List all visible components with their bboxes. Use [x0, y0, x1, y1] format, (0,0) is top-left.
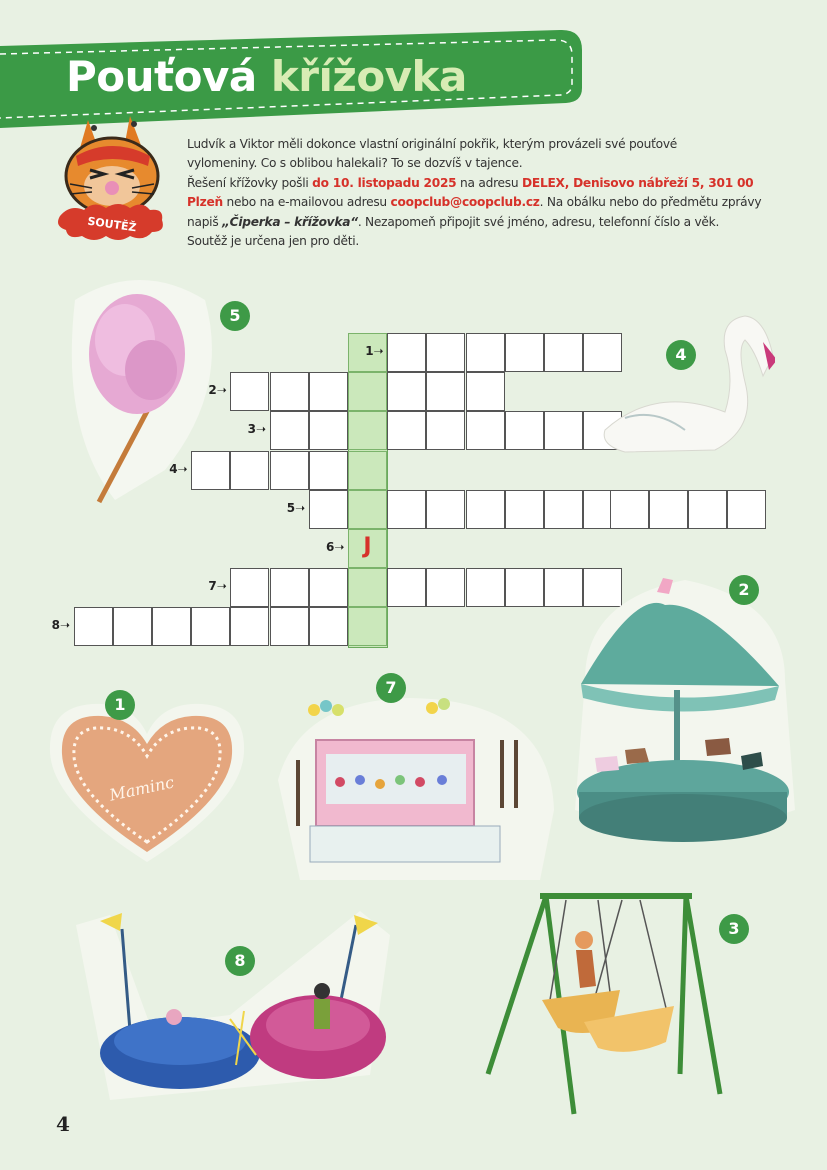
crossword-cell[interactable] [230, 451, 269, 490]
heart-inscription: Maminc [107, 772, 176, 805]
picture-number-badge: 7 [376, 673, 406, 703]
clue-number: 7➝ [208, 579, 227, 594]
crossword-cell[interactable] [505, 568, 544, 607]
crossword-cell[interactable] [191, 607, 230, 646]
crossword-cell[interactable] [466, 333, 505, 372]
crossword-cell[interactable] [309, 490, 348, 529]
clue-number: 5➝ [286, 500, 306, 515]
secret-cell[interactable] [348, 451, 387, 490]
crossword-cell[interactable] [387, 333, 426, 372]
picture-number-badge: 3 [719, 914, 749, 944]
crossword-cell[interactable] [387, 372, 426, 411]
crossword-cell[interactable] [466, 568, 505, 607]
clue-number: 6➝ [326, 540, 345, 554]
clue-number: 3➝ [247, 422, 266, 437]
secret-cell[interactable] [348, 411, 387, 450]
picture-number-badge: 4 [666, 340, 696, 370]
postal-address: DELEX, Denisovo nábřeží 5, 301 00 [522, 175, 754, 190]
crossword-cell[interactable] [309, 568, 348, 607]
picture-number-badge: 2 [729, 575, 759, 605]
crossword-cell[interactable] [466, 411, 505, 450]
crossword-cell[interactable] [270, 411, 309, 450]
crossword-cell[interactable] [426, 372, 465, 411]
crossword-cell[interactable] [544, 490, 583, 529]
secret-cell[interactable] [348, 568, 387, 607]
crossword-cell[interactable] [505, 411, 544, 450]
carousel-picture [565, 560, 805, 845]
shooting-gallery-picture [270, 690, 560, 885]
gingerbread-heart-picture [42, 682, 252, 867]
swan-picture [595, 300, 775, 460]
clue-number: 2➝ [208, 383, 227, 398]
secret-cell[interactable] [348, 372, 387, 411]
crossword-cell[interactable] [309, 411, 348, 450]
picture-number-badge: 8 [225, 946, 255, 976]
crossword-cell[interactable] [270, 568, 309, 607]
crossword-cell[interactable] [610, 490, 649, 529]
crossword-cell[interactable] [230, 372, 269, 411]
crossword-cell[interactable] [309, 607, 348, 646]
crossword-cell[interactable] [426, 333, 465, 372]
subject-line: „Čiperka – křížovka“ [222, 214, 358, 229]
clue-number: 1➝ [365, 344, 384, 358]
crossword-cell[interactable] [74, 607, 113, 646]
crossword-cell[interactable] [230, 568, 269, 607]
crossword-cell[interactable] [113, 607, 152, 646]
crossword-cell[interactable] [387, 411, 426, 450]
crossword-cell[interactable] [466, 372, 505, 411]
picture-number-badge: 5 [220, 301, 250, 331]
crossword-cell[interactable] [426, 411, 465, 450]
crossword-cell[interactable] [505, 333, 544, 372]
swing-picture [480, 888, 730, 1120]
intro-text: Ludvík a Viktor měli dokonce vlastní originální pokřik, kterým provázeli své pouťové vylomeniny. Co s oblibou halekali? To se dozvíš v tajence. Řešení křížovky pošli do 10. listopadu 2025 na adresu DELEX, Denisovo nábřeží 5, 301 00 Plzeň nebo na e-mailovou adresu coopclub@coopclub.cz. Na obálku nebo do předmětu zprávy napiš „Čiperka – křížovka“. Nezapomeň připojit své jméno, adresu, telefonní číslo a věk. Soutěž je určena jen pro děti. [187, 137, 762, 249]
contest-badge-label: SOUTĚŽ [86, 214, 138, 235]
crossword-cell[interactable] [387, 490, 426, 529]
cotton-candy-picture [55, 270, 225, 520]
crossword-cell[interactable] [426, 568, 465, 607]
page-title: Pouťová křížovka [66, 52, 467, 101]
crossword-cell[interactable] [505, 490, 544, 529]
squirrel-mascot-icon [50, 108, 170, 248]
crossword-cell[interactable] [270, 607, 309, 646]
crossword-cell[interactable] [309, 451, 348, 490]
page-number: 4 [56, 1112, 70, 1136]
crossword-cell[interactable] [152, 607, 191, 646]
crossword-cell[interactable] [230, 607, 269, 646]
given-letter: J [363, 534, 372, 559]
clue-number: 8➝ [51, 618, 70, 633]
crossword-cell[interactable] [688, 490, 727, 529]
crossword-cell[interactable] [270, 372, 309, 411]
crossword-cell[interactable] [387, 568, 426, 607]
deadline: do 10. listopadu 2025 [312, 175, 457, 190]
email-address[interactable]: coopclub@coopclub.cz [390, 195, 540, 210]
secret-cell[interactable] [348, 490, 387, 529]
clue-number: 4➝ [169, 461, 188, 476]
crossword-cell[interactable] [309, 372, 348, 411]
crossword-cell[interactable] [466, 490, 505, 529]
crossword-cell[interactable] [426, 490, 465, 529]
secret-cell[interactable] [348, 607, 387, 646]
crossword-cell[interactable] [544, 411, 583, 450]
crossword-cell[interactable] [270, 451, 309, 490]
bumper-cars-picture [70, 905, 395, 1105]
picture-number-badge: 1 [105, 690, 135, 720]
crossword-cell[interactable] [727, 490, 766, 529]
crossword-cell[interactable] [544, 333, 583, 372]
crossword-cell[interactable] [649, 490, 688, 529]
